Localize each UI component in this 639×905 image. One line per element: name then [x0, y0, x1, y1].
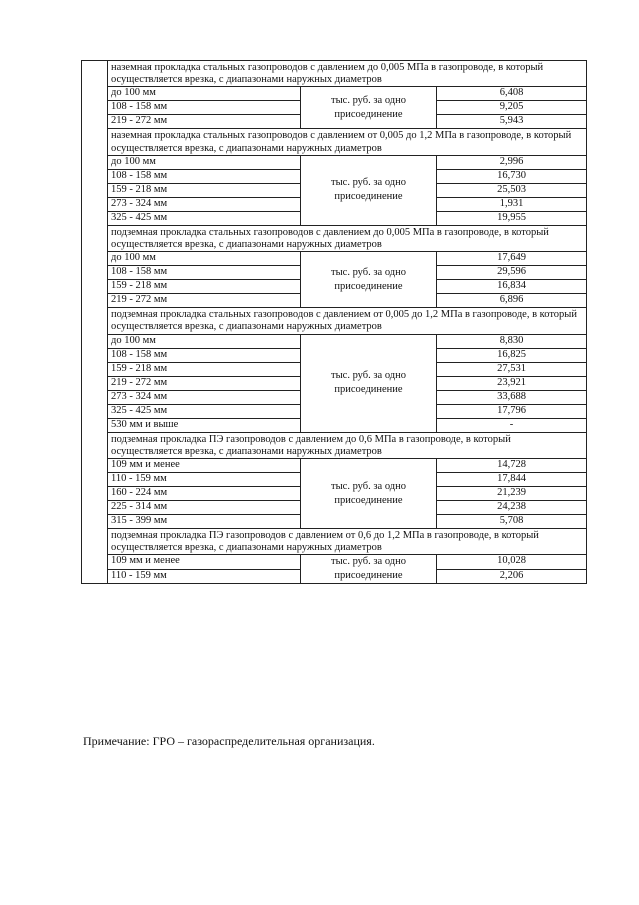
rate-value: 23,921 — [437, 376, 587, 390]
diameter-range: 325 - 425 мм — [108, 404, 301, 418]
diameter-range: 108 - 158 мм — [108, 101, 301, 115]
table-row — [82, 459, 587, 473]
rate-value: 10,028 — [437, 555, 587, 570]
rate-value: 9,205 — [437, 101, 587, 115]
index-column — [82, 61, 108, 584]
diameter-range: 110 - 159 мм — [108, 569, 301, 584]
rate-value: 8,830 — [437, 334, 587, 348]
diameter-range: 219 - 272 мм — [108, 376, 301, 390]
diameter-range: 159 - 218 мм — [108, 280, 301, 294]
diameter-range: до 100 мм — [108, 252, 301, 266]
rate-value: 33,688 — [437, 390, 587, 404]
diameter-range: 219 - 272 мм — [108, 294, 301, 308]
rate-value: 16,834 — [437, 280, 587, 294]
group-title: наземная прокладка стальных газопроводов с давлением от 0,005 до 1,2 МПа в газопроводе, в который осуществляется врезка, с диапазонами наружных диаметров — [108, 129, 587, 155]
rate-value: 17,649 — [437, 252, 587, 266]
rate-value: 6,408 — [437, 87, 587, 101]
group-title: наземная прокладка стальных газопроводов с давлением до 0,005 МПа в газопроводе, в который осуществляется врезка, с диапазонами наружных диаметров — [108, 61, 587, 87]
group-title: подземная прокладка стальных газопроводов с давлением до 0,005 МПа в газопроводе, в который осуществляется врезка, с диапазонами наружных диаметров — [108, 225, 587, 251]
group-title: подземная прокладка ПЭ газопроводов с давлением от 0,6 до 1,2 МПа в газопроводе, в который осуществляется врезка, с диапазонами наружных диаметров — [108, 529, 587, 555]
diameter-range: 109 мм и менее — [108, 459, 301, 473]
rate-value: 1,931 — [437, 197, 587, 211]
diameter-range: 108 - 158 мм — [108, 266, 301, 280]
rate-value: 6,896 — [437, 294, 587, 308]
rate-value: 16,825 — [437, 348, 587, 362]
rate-value: 14,728 — [437, 459, 587, 473]
unit-cell: тыс. руб. за одно присоединение — [301, 87, 437, 129]
tariff-table — [81, 60, 587, 584]
rate-value: 2,206 — [437, 569, 587, 584]
rate-value: - — [437, 418, 587, 432]
unit-cell: тыс. руб. за одно присоединение — [301, 155, 437, 225]
rate-value: 5,708 — [437, 515, 587, 529]
diameter-range: 108 - 158 мм — [108, 169, 301, 183]
diameter-range: до 100 мм — [108, 155, 301, 169]
rate-value: 5,943 — [437, 115, 587, 129]
rate-value: 16,730 — [437, 169, 587, 183]
diameter-range: 273 - 324 мм — [108, 197, 301, 211]
diameter-range: 273 - 324 мм — [108, 390, 301, 404]
group-title-row — [82, 61, 587, 87]
diameter-range: 159 - 218 мм — [108, 183, 301, 197]
diameter-range: 159 - 218 мм — [108, 362, 301, 376]
group-title-row — [82, 432, 587, 458]
diameter-range: 315 - 399 мм — [108, 515, 301, 529]
table-row — [82, 155, 587, 169]
group-title-row — [82, 529, 587, 555]
rate-value: 29,596 — [437, 266, 587, 280]
group-title-row — [82, 225, 587, 251]
diameter-range: 530 мм и выше — [108, 418, 301, 432]
diameter-range: 325 - 425 мм — [108, 211, 301, 225]
group-title: подземная прокладка ПЭ газопроводов с давлением до 0,6 МПа в газопроводе, в который осуществляется врезка, с диапазонами наружных диаметров — [108, 432, 587, 458]
group-title-row — [82, 308, 587, 334]
diameter-range: 219 - 272 мм — [108, 115, 301, 129]
unit-cell: тыс. руб. за одно присоединение — [301, 555, 437, 584]
diameter-range: 109 мм и менее — [108, 555, 301, 570]
rate-value: 2,996 — [437, 155, 587, 169]
unit-cell: тыс. руб. за одно присоединение — [301, 334, 437, 432]
unit-cell: тыс. руб. за одно присоединение — [301, 459, 437, 529]
unit-cell: тыс. руб. за одно присоединение — [301, 252, 437, 308]
table-row — [82, 555, 587, 570]
group-title: подземная прокладка стальных газопроводов с давлением от 0,005 до 1,2 МПа в газопроводе, в который осуществляется врезка, с диапазонами наружных диаметров — [108, 308, 587, 334]
table-row — [82, 334, 587, 348]
diameter-range: 110 - 159 мм — [108, 473, 301, 487]
diameter-range: 108 - 158 мм — [108, 348, 301, 362]
tariff-table-body — [82, 61, 587, 584]
diameter-range: до 100 мм — [108, 334, 301, 348]
rate-value: 27,531 — [437, 362, 587, 376]
rate-value: 17,844 — [437, 473, 587, 487]
table-row — [82, 87, 587, 101]
diameter-range: 225 - 314 мм — [108, 501, 301, 515]
rate-value: 24,238 — [437, 501, 587, 515]
group-title-row — [82, 129, 587, 155]
diameter-range: до 100 мм — [108, 87, 301, 101]
diameter-range: 160 - 224 мм — [108, 487, 301, 501]
rate-value: 17,796 — [437, 404, 587, 418]
rate-value: 25,503 — [437, 183, 587, 197]
table-row — [82, 252, 587, 266]
rate-value: 19,955 — [437, 211, 587, 225]
footnote: Примечание: ГРО – газораспределительная организация. — [83, 734, 375, 748]
rate-value: 21,239 — [437, 487, 587, 501]
